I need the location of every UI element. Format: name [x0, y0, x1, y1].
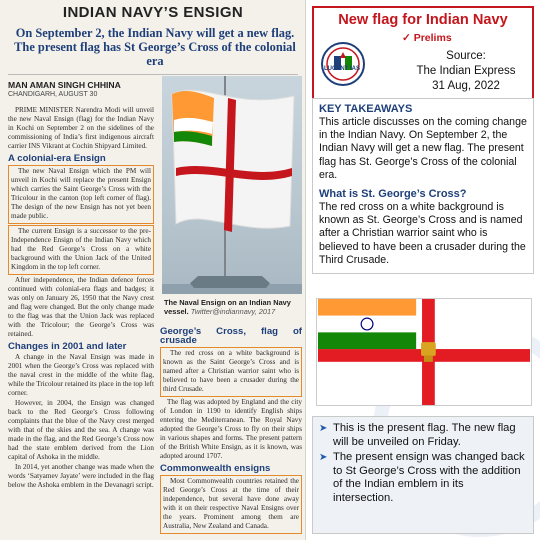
article-column-1 — [8, 106, 154, 491]
highlight-text-3: The red cross on a white background is known as the Saint George’s Cross and is named after a Christian warrior saint who is believed to have been a crusader during the third Crusade. — [163, 349, 299, 393]
question-answer: The red cross on a white background is known as St. George’s Cross and is named after a Christian warrior saint who is believed to have been a crusader during the Third Crusade. — [319, 201, 526, 266]
arrow-icon: ➤ — [319, 452, 328, 464]
divider — [8, 74, 298, 75]
question-heading: What is St. George’s Cross? — [319, 188, 467, 201]
naval-ensign-photo — [162, 76, 302, 294]
note-text: This is the present flag. The new flag will be unveiled on Friday. — [333, 422, 516, 448]
logo-text: LUCENT IAS — [324, 66, 360, 72]
subhead-george-cross: George’s Cross, flag of crusade — [160, 326, 302, 346]
photo-caption — [164, 298, 300, 316]
note-item — [319, 422, 527, 449]
takeaways-heading: KEY TAKEAWAYS — [319, 103, 413, 115]
present-naval-ensign — [316, 298, 532, 406]
article-paragraph: However, in 2004, the Ensign was changed back to the Red George’s Cross following complaints that the blue of the Navy crest merged with that of the skies and the sea. A change was made in the flag, and the Red George’s Cross now had the state emblem derived from the Lion capital of Ashoka in the middle. — [8, 399, 154, 461]
highlight-box-2 — [8, 225, 154, 275]
photo-credit: Twitter@indiannavy, 2017 — [190, 307, 276, 316]
waving-ensign-graphic — [162, 76, 302, 276]
source-label: Source: — [446, 50, 486, 62]
subhead-commonwealth: Commonwealth ensigns — [160, 463, 271, 474]
byline: MAN AMAN SINGH CHHINA — [8, 80, 121, 90]
source-block — [400, 49, 532, 94]
title-box — [312, 6, 534, 112]
subhead-changes: Changes in 2001 and later — [8, 341, 127, 352]
article-paragraph: After independence, the Indian defence forces continued with colonial-era flags and badges; it was only on January 26, 1950 that the Navy crest and flag were changed. But the only change made to the flag was that the Union Jack was replaced with the Tricolour; the George’s Cross was retained. — [8, 276, 154, 338]
canton-green — [318, 332, 416, 349]
notes-list — [319, 422, 527, 506]
prelims-tag: ✓ Prelims — [402, 32, 452, 44]
canton-saffron — [318, 299, 416, 316]
highlight-box-3 — [160, 347, 302, 397]
article-lede: PRIME MINISTER Narendra Modi will unveil the new Naval Ensign (flag) for the Indian Navy in Kochi on September 2 on the sidelines of the commissioning of India’s first indigenous aircraft carrier INS Vikrant at Cochin Shipyard Limited. — [8, 106, 154, 150]
article-paragraph: In 2014, yet another change was made when the words ‘Satyamev Jayate’ were included in the flag below the Ashoka emblem in the Devanagri script. — [8, 463, 154, 489]
note-text: The present ensign was changed back to St George’s Cross with the addition of the Indian emblem in its intersection. — [333, 451, 525, 504]
highlight-box-1 — [8, 165, 154, 224]
page-title: New flag for Indian Navy — [338, 12, 508, 28]
photo-caption-text: The Naval Ensign on an Indian Navy vessel. — [164, 298, 291, 316]
note-item — [319, 451, 527, 505]
newspaper-deck: On September 2, the Indian Navy will get a new flag. The present flag has St George’s Cross of the colonial era — [14, 26, 296, 68]
subhead-colonial: A colonial-era Ensign — [8, 153, 106, 164]
article-column-2 — [160, 324, 302, 535]
highlight-text-1: The new Naval Ensign which the PM will unveil in Kochi will replace the present Ensign which carries the Saint George’s Cross with the Tricolour in the canton (top left corner of flag). The design of the new Ensign has not yet been made public. — [11, 167, 151, 220]
newspaper-headline: INDIAN NAVY’S ENSIGN — [62, 4, 244, 21]
source-date: 31 Aug, 2022 — [432, 80, 500, 92]
article-paragraph: The current Ensign is a successor to the pre-Independence Ensign of the Indian Navy which had the Red George’s Cross on a white background with the Union Jack of the United Kingdom in the top left corner. — [11, 227, 151, 271]
article-paragraph: The flag was adopted by England and the city of London in 1190 to identify English ships entering the Mediterranean. The Royal Navy adopted the George’s Cross to fly on their ships in various shapes and forms. The present pattern of the British White Ensign, as it is known, was adopted around 1707. — [160, 398, 302, 460]
source-name: The Indian Express — [416, 65, 516, 77]
dateline: CHANDIGARH, AUGUST 30 — [8, 91, 98, 98]
article-paragraph: A change in the Naval Ensign was made in 2001 when the George’s Cross was replaced with the naval crest in the middle of the white flag, while the Tricolour retained its place in the top left corner. — [8, 353, 154, 397]
key-takeaways-box — [312, 98, 534, 274]
notes-box — [312, 416, 534, 534]
takeaways-text: This article discusses on the coming change in the Indian Navy. On September 2, the Indian Navy will get a new flag. The present flag has St. George’s Cross of the colonial era. — [319, 116, 527, 181]
arrow-icon: ➤ — [319, 423, 328, 434]
highlight-text-4: Most Commonwealth countries retained the Red George’s Cross at the time of their independence, but several have done away with it on their respective Naval Ensigns over the years. Prominent among them are Australia, New Zealand and Canada. — [163, 477, 299, 530]
highlight-box-4 — [160, 475, 302, 534]
ship-silhouette — [190, 276, 270, 288]
